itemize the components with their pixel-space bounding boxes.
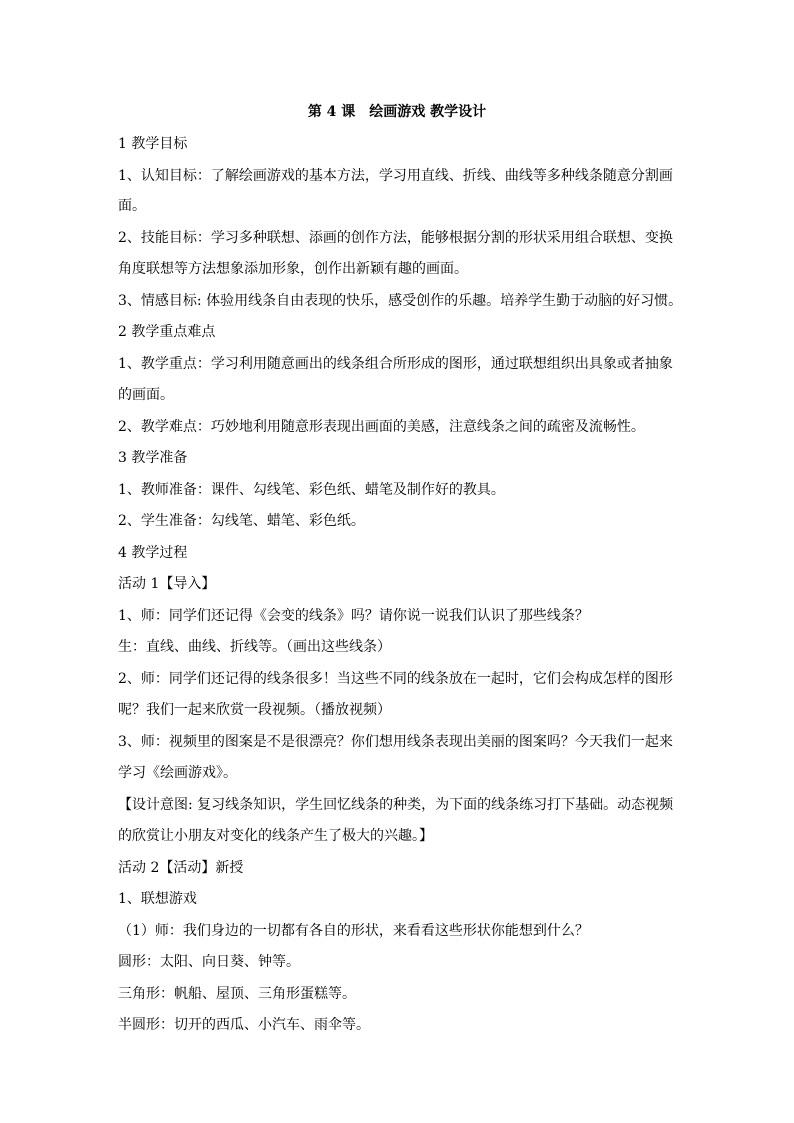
document-title: 第 4 课 绘画游戏 教学设计 <box>307 104 487 120</box>
heading-teaching-process: 4 教学过程 <box>118 545 188 561</box>
paragraph-line: 学习《绘画游戏》。 <box>118 765 237 781</box>
activity-heading: 活动 1【导入】 <box>118 576 216 592</box>
heading-key-points: 2 教学重点难点 <box>118 324 216 340</box>
paragraph-line: 呢？我们一起来欣赏一段视频。（播放视频） <box>118 702 391 718</box>
paragraph-line: 角度联想等方法想象添加形象，创作出新颖有趣的画面。 <box>118 261 468 277</box>
paragraph-line: 的画面。 <box>118 387 174 403</box>
paragraph-line: 1、认知目标：了解绘画游戏的基本方法，学习用直线、折线、曲线等多种线条随意分割画 <box>118 168 673 184</box>
paragraph-line: 3、情感目标: 体验用线条自由表现的快乐，感受创作的乐趣。培养学生勤于动脑的好习惯。 <box>118 293 683 309</box>
paragraph-line: 1、教师准备：课件、勾线笔、彩色纸、蜡笔及制作好的教具。 <box>118 482 505 498</box>
paragraph-line: 2、学生准备：勾线笔、蜡笔、彩色纸。 <box>118 513 365 529</box>
paragraph-line: 的欣赏让小朋友对变化的线条产生了极大的兴趣。】 <box>118 828 433 844</box>
paragraph-line: 【设计意图: 复习线条知识，学生回忆线条的种类，为下面的线条练习打下基础。动态视频 <box>118 797 674 813</box>
activity-heading: 活动 2【活动】新授 <box>118 860 244 876</box>
paragraph-line: （1）师：我们身边的一切都有各自的形状，来看看这些形状你能想到什么？ <box>118 923 589 939</box>
paragraph-line: 1、师：同学们还记得《会变的线条》吗？请你说一说我们认识了那些线条？ <box>118 608 589 624</box>
paragraph-line: 1、教学重点：学习利用随意画出的线条组合所形成的图形，通过联想组织出具象或者抽象 <box>118 356 673 372</box>
paragraph-line: 生：直线、曲线、折线等。（画出这些线条） <box>118 639 391 655</box>
heading-preparation: 3 教学准备 <box>118 450 188 466</box>
paragraph-line: 面。 <box>118 198 146 214</box>
heading-teaching-objectives: 1 教学目标 <box>118 136 188 152</box>
paragraph-line: 2、技能目标：学习多种联想、添画的创作方法，能够根据分割的形状采用组合联想、变换 <box>118 230 673 246</box>
paragraph-line: 圆形：太阳、向日葵、钟等。 <box>118 954 300 970</box>
paragraph-line: 三角形：帆船、屋顶、三角形蛋糕等。 <box>118 986 356 1002</box>
paragraph-line: 1、联想游戏 <box>118 891 197 907</box>
paragraph-line: 3、师：视频里的图案是不是很漂亮？你们想用线条表现出美丽的图案吗？今天我们一起来 <box>118 734 673 750</box>
paragraph-line: 半圆形：切开的西瓜、小汽车、雨伞等。 <box>118 1017 370 1033</box>
paragraph-line: 2、师：同学们还记得的线条很多！当这些不同的线条放在一起时，它们会构成怎样的图形 <box>118 671 673 687</box>
paragraph-line: 2、教学难点：巧妙地利用随意形表现出画面的美感，注意线条之间的疏密及流畅性。 <box>118 419 645 435</box>
